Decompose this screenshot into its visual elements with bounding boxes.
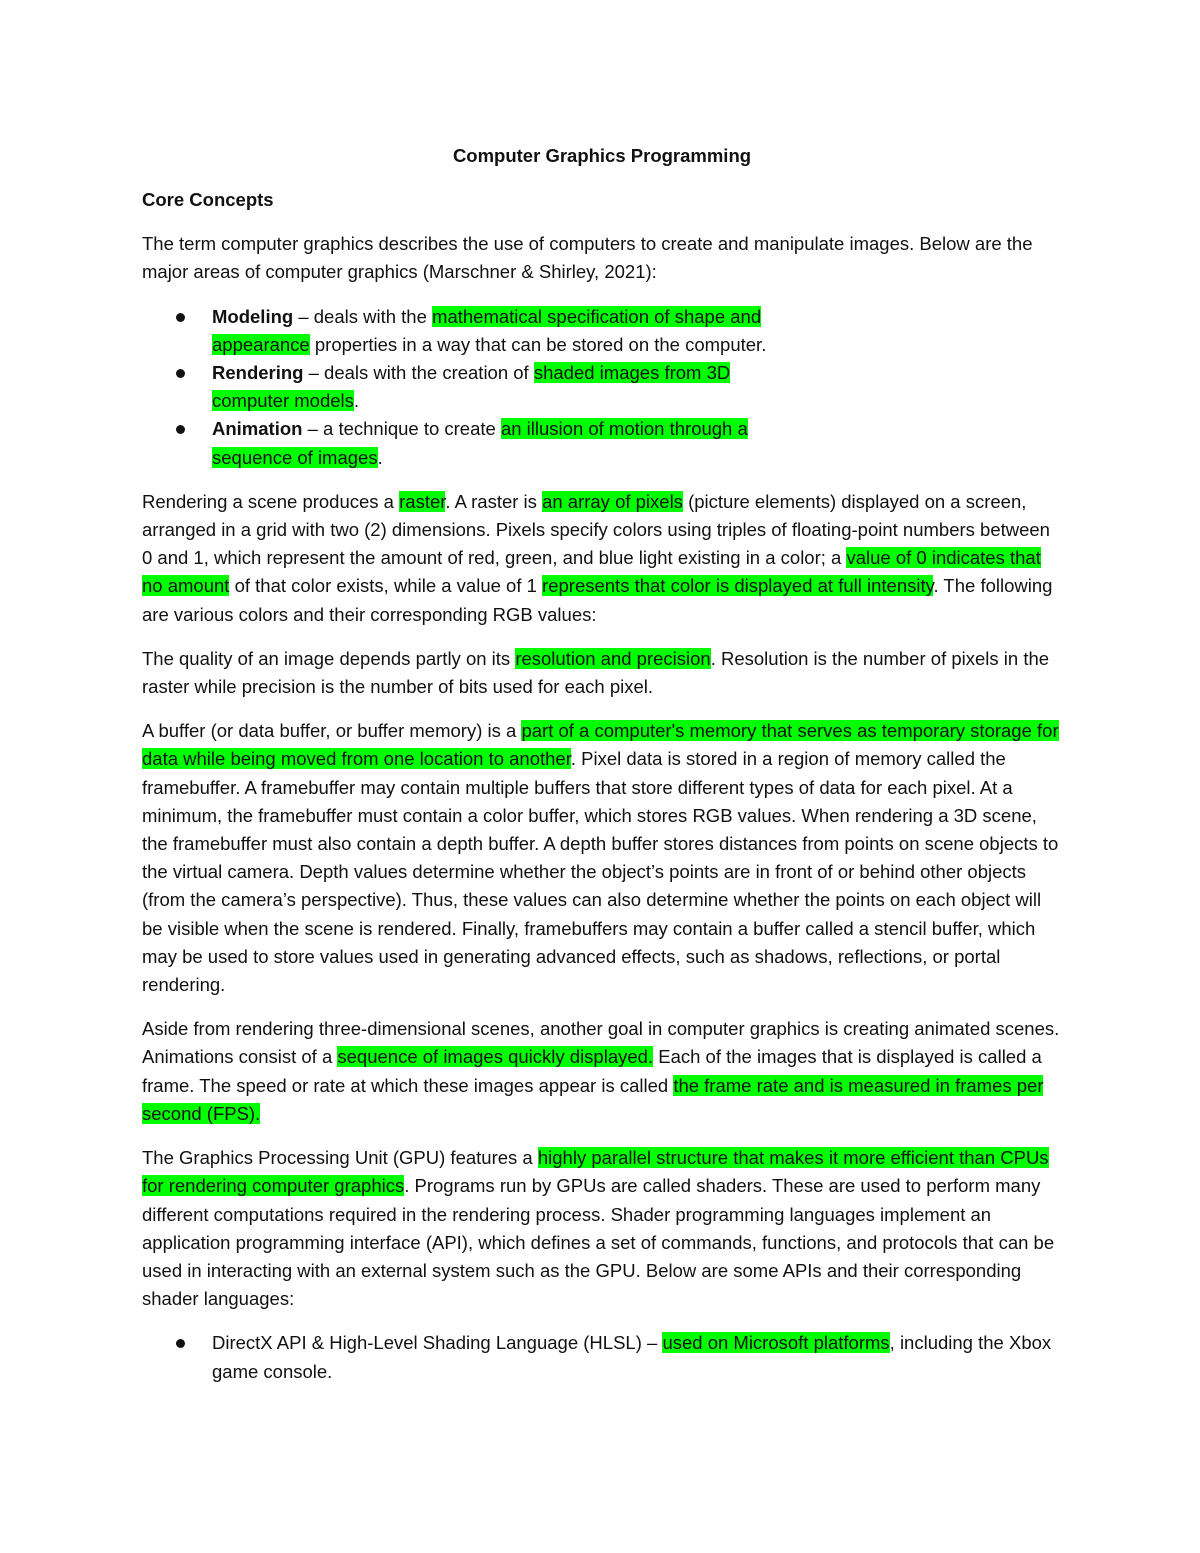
paragraph-text: . Programs run by GPUs are called shaders. These are used to perform many different computations required in the rendering process. Shader programming languages implement an application programming interface (API), which defines a set of commands, functions, and protocols that can be used in interacting with an external system such as the GPU. Below are some APIs and their corresponding shader languages: <box>142 1175 1055 1310</box>
api-text: , including the Xbox game console. <box>212 1332 1052 1382</box>
raster-paragraph <box>142 488 1062 629</box>
area-text: – deals with the <box>293 305 433 327</box>
paragraph-text: . The following are various colors and their corresponding RGB values: <box>142 575 1053 625</box>
paragraph-text: of that color exists, while a value of 1 <box>229 575 543 597</box>
area-term: Rendering <box>212 362 304 384</box>
paragraph-text: . Pixel data is stored in a region of memory called the framebuffer. A framebuffer may contain multiple buffers that store different types of data for each pixel. At a minimum, the framebuffer must contain a color buffer, which stores RGB values. When rendering a 3D scene, the framebuffer must also contain a depth buffer. A depth buffer stores distances from points on scene objects to the virtual camera. Depth values determine whether the object’s points are in front of or behind other objects (from the camera’s perspective). Thus, these values can also determine whether the points on each object will be visible when the scene is rendered. Finally, framebuffers may contain a buffer called a stencil buffer, which may be used to store values used in generating advanced effects, such as shadows, reflections, or portal rendering. <box>142 748 1059 996</box>
paragraph-text: The Graphics Processing Unit (GPU) features a <box>142 1147 538 1169</box>
paragraph-text: Rendering a scene produces a <box>142 490 400 512</box>
area-text: – deals with the creation of <box>303 362 534 384</box>
highlighted-text: sequence of images quickly displayed. <box>337 1046 654 1068</box>
area-term: Animation <box>212 418 303 440</box>
api-text: DirectX API & High-Level Shading Language (HLSL) – <box>212 1332 663 1354</box>
intro-paragraph <box>142 230 1062 286</box>
area-text: – a technique to create <box>302 418 501 440</box>
paragraph-text: The quality of an image depends partly on its <box>142 647 516 669</box>
highlighted-text: the frame rate and is measured in frames per second (FPS). <box>142 1074 1044 1124</box>
list-item-animation <box>142 415 1062 471</box>
list-item-rendering <box>142 359 1062 415</box>
graphics-areas-list <box>142 303 1062 472</box>
quality-paragraph <box>142 645 1062 701</box>
highlighted-text: value of 0 indicates that no amount <box>142 547 1041 597</box>
animation-paragraph <box>142 1015 1062 1128</box>
list-item-directx <box>142 1329 1062 1385</box>
api-list <box>142 1329 1062 1385</box>
paragraph-text: (picture elements) displayed on a screen, arranged in a grid with two (2) dimensions. Pixels specify colors using triples of floating-point numbers between 0 and 1, which represent the amount of red, green, and blue light existing in a color; a <box>142 490 1050 569</box>
area-text: . <box>353 390 360 412</box>
highlighted-text: represents that color is displayed at full intensity <box>542 575 934 597</box>
highlighted-text: an array of pixels <box>542 490 683 512</box>
highlighted-text: resolution and precision <box>515 647 711 669</box>
area-text: properties in a way that can be stored on the computer. <box>309 333 767 355</box>
highlighted-text: raster <box>399 490 446 512</box>
intro-text: The term computer graphics describes the use of computers to create and manipulate images. Below are the major areas of computer graphics (Marschner & Shirley, 2021): <box>142 233 1033 283</box>
paragraph-text: A buffer (or data buffer, or buffer memory) is a <box>142 720 522 742</box>
highlighted-text: highly parallel structure that makes it more efficient than CPUs for rendering computer graphics <box>142 1147 1049 1197</box>
section-heading: Core Concepts <box>142 189 274 210</box>
paragraph-text: Aside from rendering three-dimensional scenes, another goal in computer graphics is creating animated scenes. Animations consist of a <box>142 1018 1060 1068</box>
highlighted-text: shaded images from 3D computer models <box>212 362 731 412</box>
area-term: Modeling <box>212 305 294 327</box>
highlighted-text: part of a computer's memory that serves as temporary storage for data while being moved from one location to another <box>142 720 1059 770</box>
document-title: Computer Graphics Programming <box>452 145 752 166</box>
list-item-modeling <box>142 303 1062 359</box>
paragraph-text: . A raster is <box>445 490 543 512</box>
highlighted-text: mathematical specification of shape and appearance <box>212 305 762 355</box>
paragraph-text: . Resolution is the number of pixels in the raster while precision is the number of bits used for each pixel. <box>142 647 1050 698</box>
area-text: . <box>377 446 383 468</box>
buffer-paragraph <box>142 717 1062 999</box>
highlighted-text: an illusion of motion through a sequence of images <box>212 418 748 468</box>
paragraph-text: Each of the images that is displayed is called a frame. The speed or rate at which these images appear is called <box>142 1046 1042 1096</box>
highlighted-text: used on Microsoft platforms <box>662 1332 890 1354</box>
gpu-paragraph <box>142 1144 1062 1313</box>
